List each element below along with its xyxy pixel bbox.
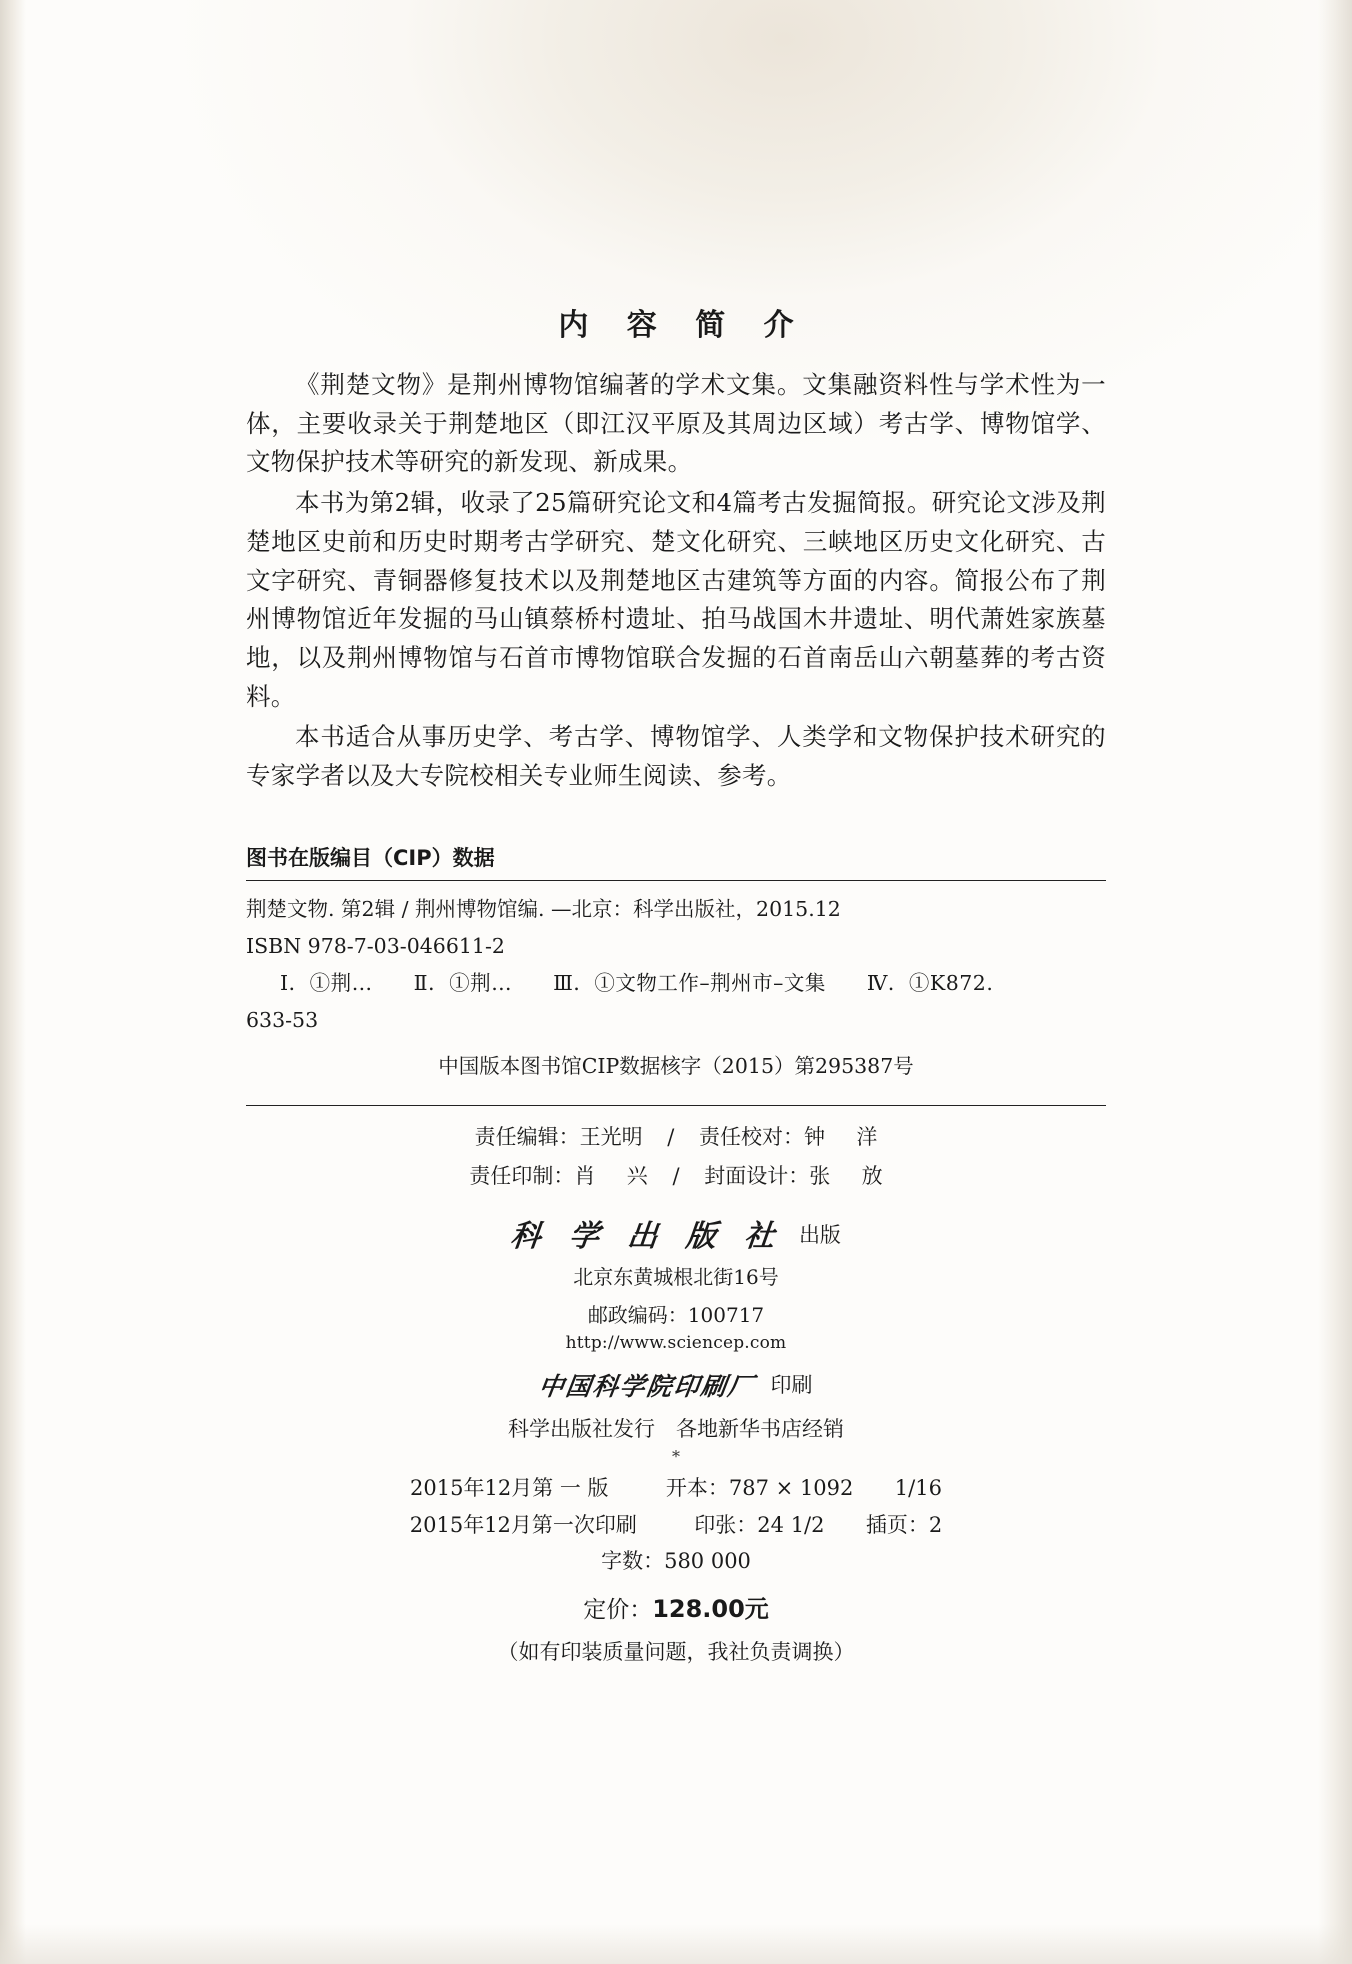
cip-classification-tail: 633-53 xyxy=(246,1008,319,1033)
cip-class-4: Ⅳ．①K872. xyxy=(866,971,994,996)
format-label: 开本：787 × 1092 xyxy=(665,1476,854,1501)
cip-title-line: 荆楚文物. 第2辑 / 荆州博物馆编. —北京：科学出版社，2015.12 xyxy=(246,896,841,921)
page-content xyxy=(246,300,1106,1666)
format-value: 1/16 xyxy=(894,1476,942,1501)
responsible-proofreader-name: 洋 xyxy=(856,1124,878,1149)
specs-row-3 xyxy=(246,1543,1106,1579)
page-edge-shadow-right xyxy=(1318,0,1352,1964)
print-sheets: 印张：24 1/2 xyxy=(694,1512,825,1537)
brief-section-title: 内 容 简 介 xyxy=(558,308,808,343)
page-edge-shadow-bottom xyxy=(0,1924,1352,1964)
specs-row-1 xyxy=(246,1470,1106,1506)
word-count: 字数：580 000 xyxy=(601,1548,751,1573)
quality-note: （如有印装质量问题，我社负责调换） xyxy=(497,1639,855,1664)
brief-paragraph: 本书为第2辑，收录了25篇研究论文和4篇考古发掘简报。研究论文涉及荆楚地区史前和历史时期考古学研究、楚文化研究、三峡地区历史文化研究、古文字研究、青铜器修复技术以及荆楚地区古建筑等方面的内容。简报公布了荆州博物馆近年发掘的马山镇蔡桥村遗址、拍马战国木井遗址、明代萧姓家族墓地，以及荆州博物馆与石首市博物馆联合发掘的石首南岳山六朝墓葬的考古资料。 xyxy=(246,488,1106,711)
price-row xyxy=(246,1589,1106,1624)
responsible-editor: 责任编辑：王光明 xyxy=(474,1124,643,1149)
publisher-url[interactable]: http://www.sciencep.com xyxy=(565,1333,787,1354)
cover-designer-name: 放 xyxy=(861,1163,883,1188)
cover-designer: 封面设计：张 xyxy=(704,1163,831,1188)
responsible-printing: 责任印制：肖 xyxy=(469,1163,596,1188)
printer-logo: 中国科学院印刷厂 xyxy=(537,1372,758,1402)
price-value: 128.00元 xyxy=(652,1594,769,1623)
publisher-postcode: 邮政编码：100717 xyxy=(587,1303,765,1328)
cip-isbn: ISBN 978-7-03-046611-2 xyxy=(246,933,505,958)
responsible-printing-name: 兴 xyxy=(626,1163,648,1188)
specs-row-2 xyxy=(246,1507,1106,1543)
cip-class-2: Ⅱ．①荆… xyxy=(413,971,513,996)
distribution-line: 科学出版社发行 各地新华书店经销 xyxy=(508,1417,844,1442)
cip-heading: 图书在版编目（CIP）数据 xyxy=(246,845,495,870)
cip-class-3: Ⅲ．①文物工作–荆州市–文集 xyxy=(553,971,826,996)
publisher-address: 北京东黄城根北街16号 xyxy=(573,1265,779,1290)
brief-paragraph: 本书适合从事历史学、考古学、博物馆学、人类学和文物保护技术研究的专家学者以及大专院校相关专业师生阅读、参考。 xyxy=(246,722,1106,791)
print-date: 2015年12月第一次印刷 xyxy=(409,1512,637,1537)
edition-date: 2015年12月第 一 版 xyxy=(410,1476,609,1501)
cip-section xyxy=(246,842,1106,1106)
publisher-row xyxy=(246,1211,1106,1255)
insert-pages: 插页：2 xyxy=(865,1512,943,1537)
credits-line-2: 责任印制：肖 兴 / 封面设计：张 放 xyxy=(469,1163,883,1188)
credits-block xyxy=(246,1106,1106,1196)
print-specs xyxy=(246,1470,1106,1578)
brief-section-body xyxy=(246,366,1106,796)
science-press-logo: 科 学 出 版 社 xyxy=(508,1219,786,1255)
price-label: 定价： xyxy=(583,1596,653,1623)
brief-paragraph: 《荆楚文物》是荆州博物馆编著的学术文集。文集融资料性与学术性为一体，主要收录关于荆楚地区（即江汉平原及其周边区域）考古学、博物馆学、文物保护技术等研究的新发现、新成果。 xyxy=(246,370,1106,477)
publisher-verb: 出版 xyxy=(798,1223,841,1248)
credits-line-1: 责任编辑：王光明 / 责任校对：钟 洋 xyxy=(474,1124,878,1149)
printer-verb: 印刷 xyxy=(770,1373,813,1398)
page-edge-shadow-left xyxy=(0,0,26,1964)
cip-classification xyxy=(246,967,1106,1000)
responsible-proofreader: 责任校对：钟 xyxy=(699,1124,826,1149)
separator-asterisk: * xyxy=(672,1447,680,1467)
cip-class-1: Ⅰ．①荆… xyxy=(280,971,373,996)
cip-body xyxy=(246,881,1106,1105)
printer-row xyxy=(246,1367,1106,1403)
cip-number: 中国版本图书馆CIP数据核字（2015）第295387号 xyxy=(438,1053,914,1078)
